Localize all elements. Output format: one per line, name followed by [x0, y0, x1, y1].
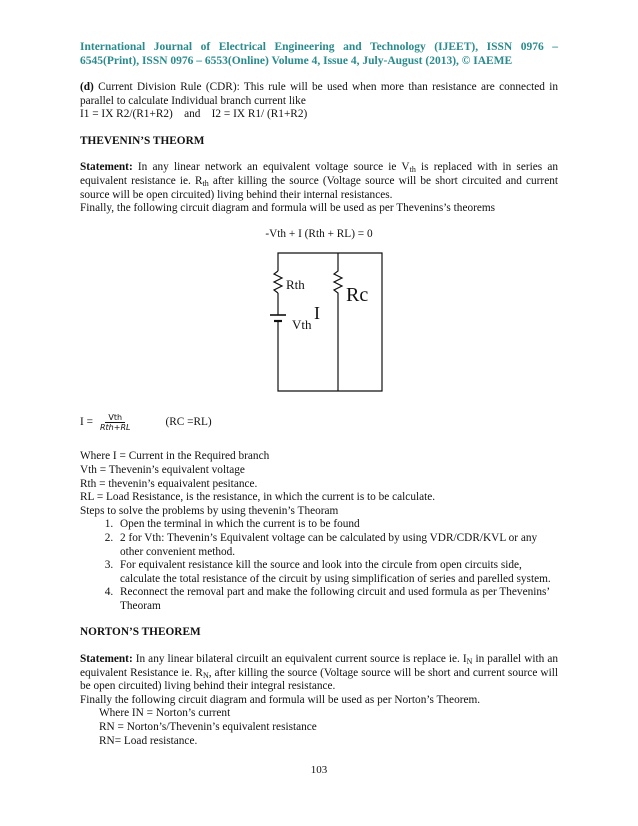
- norton-def-0: Where IN = Norton’s current: [99, 707, 231, 720]
- norton-heading: NORTON’S THEOREM: [80, 626, 201, 639]
- list-item: 1. Open the terminal in which the current is to be found: [116, 518, 558, 532]
- thevenin-statement-a: In any linear network an equivalent voltage source ie V: [132, 161, 410, 174]
- norton-finally: Finally the following circuit diagram and formula will be used as per Norton’s Theorem.: [80, 693, 481, 706]
- cdr-paragraph: [80, 81, 558, 108]
- page-body: [80, 40, 558, 748]
- thevenin-circuit-diagram: [80, 251, 558, 393]
- thevenin-statement-c: after killing the source (Voltage source will be short circuited and current source will be open circuited) living behind their internal resistances.: [80, 174, 558, 201]
- formula-denominator: Rth+RL: [99, 423, 131, 433]
- list-item: 4. Reconnect the removal part and make the following circuit and used formula as per Thevenins’ Theoram: [116, 586, 558, 613]
- norton-statement-label: Statement:: [80, 653, 133, 666]
- resistor-rc-symbol: [334, 253, 342, 391]
- cdr-eq2: I2 = IX R1/ (R1+R2): [211, 108, 308, 121]
- thevenin-def-0: Where I = Current in the Required branch: [80, 450, 270, 463]
- thevenin-finally: Finally, the following circuit diagram and formula will be used as per Thevenins’s theorems: [80, 202, 496, 215]
- list-item: 3. For equivalent resistance kill the source and look into the circule from open circuits side, calculate the total resistance of the circuit by using simplification of series and parelled system.: [116, 559, 558, 586]
- cdr-eq1: I1 = IX R2/(R1+R2): [80, 108, 173, 121]
- thevenin-def-2: Rth = thevenin’s equaivalent pesitance.: [80, 477, 258, 490]
- circuit-svg: [250, 251, 390, 393]
- resistor-rth-symbol: [274, 271, 282, 293]
- cdr-label: (d): [80, 81, 94, 93]
- formula-note: (RC =RL): [165, 416, 212, 429]
- norton-statement-a: In any linear bilateral circuilt an equivalent current source is replace ie. I: [132, 653, 467, 666]
- thevenin-statement: Statement: In any linear network an equivalent voltage source ie $V_{th}$ is replaced with in series an equivalent resistance ie. $R_{th}$ after killing the source (Voltage source will be short circuited and current source will be open circuited) living behind their internal resistances.: [80, 161, 558, 201]
- thevenin-equation: -Vth + I (Rth + RL) = 0: [265, 227, 373, 240]
- formula-lhs: I =: [80, 416, 93, 429]
- current-label: I: [314, 303, 320, 324]
- rth-label: Rth: [286, 277, 305, 293]
- norton-def-2: RN= Load resistance.: [99, 734, 198, 747]
- thevenin-def-4: Steps to solve the problems by using thevenin’s Theoram: [80, 504, 339, 517]
- norton-statement-c: , after killing the source (Voltage source will be short and current source will be open circuited) living behind their integral resistance.: [80, 666, 558, 693]
- rc-label: Rc: [346, 284, 369, 307]
- cdr-equations: I1 = IX R2/(R1+R2) and I2 = IX R1/ (R1+R2): [80, 108, 308, 121]
- list-item: 2. 2 for Vth: Thevenin’s Equivalent voltage can be calculated by using VDR/CDR/KVL or any other convenient method.: [116, 532, 558, 559]
- page-number: 103: [310, 764, 328, 776]
- cdr-text: Current Division Rule (CDR): This rule will be used when more than resistance are connected in parallel to calculate Individual branch current like: [80, 81, 558, 107]
- thevenin-heading: THEVENIN’S THEORM: [80, 134, 205, 147]
- formula-numerator: Vth: [105, 413, 125, 423]
- journal-header: International Journal of Electrical Engineering and Technology (IJEET), ISSN 0976 – 6545(Print), ISSN 0976 – 6553(Online) Volume 4, Issue 4, July-August (2013), © IAEME: [80, 41, 558, 67]
- thevenin-def-1: Vth = Thevenin’s equivalent voltage: [80, 463, 245, 476]
- thevenin-current-formula: [80, 413, 558, 432]
- norton-def-1: RN = Norton’s/Thevenin’s equivalent resistance: [99, 721, 317, 734]
- norton-statement: Statement: In any linear bilateral circuilt an equivalent current source is replace ie. $I_N$ in parallel with an equivalent Resistance ie. $R_N$, after killing the source (Voltage source will be short and current source will be open circuited) living behind their integral resistance.: [80, 653, 558, 693]
- thevenin-def-3: RL = Load Resistance, is the resistance, in which the current is to be calculate.: [80, 491, 436, 504]
- formula-fraction: [97, 413, 133, 432]
- vth-label: Vth: [292, 317, 312, 333]
- norton-statement-b: in parallel with an equivalent Resistance ie. R: [80, 653, 558, 679]
- thevenin-statement-label: Statement:: [80, 161, 133, 174]
- thevenin-statement-b: is replaced with in series an equivalent resistance ie. R: [80, 161, 558, 187]
- thevenin-steps-list: [80, 518, 558, 613]
